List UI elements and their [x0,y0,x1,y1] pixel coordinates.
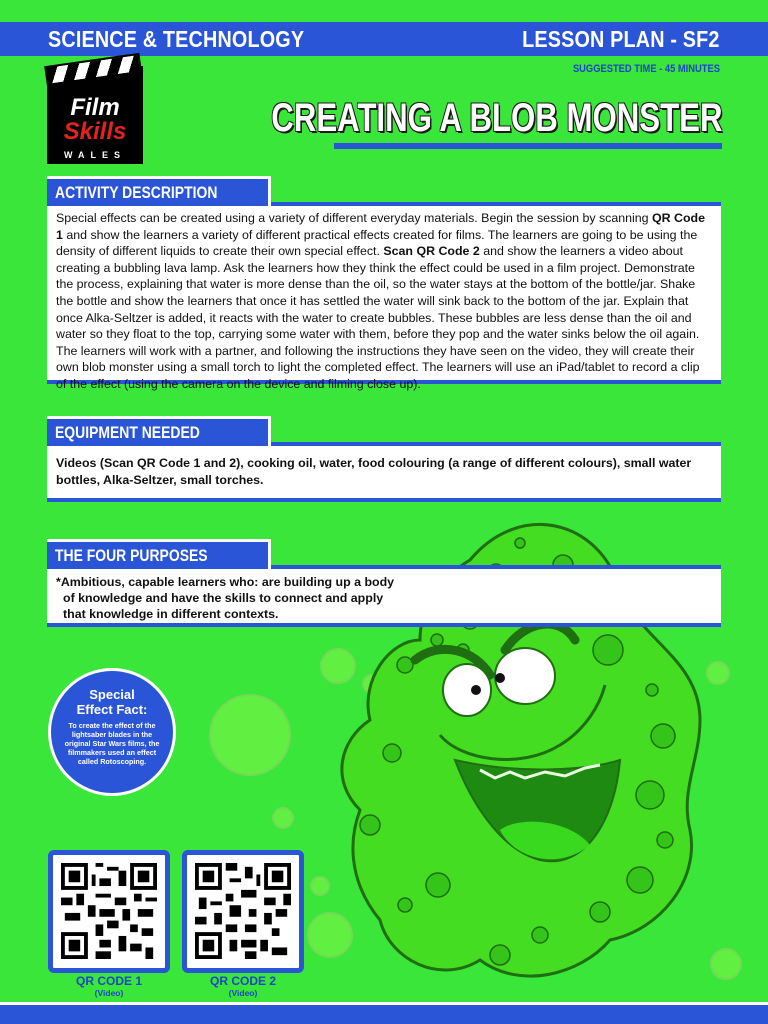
purposes-heading-text: THE FOUR PURPOSES [55,545,208,565]
equipment-box [47,446,721,502]
lesson-plan-code: LESSON PLAN - SF2 [522,25,720,52]
fact-body: To create the effect of the lightsaber blades in the original Star Wars films, the filmmakers used an effect called Rotoscoping. [64,721,160,766]
purposes-line-1: *Ambitious, capable learners who: are building up a body [56,575,395,589]
special-effect-fact-badge [48,668,176,796]
suggested-time: SUGGESTED TIME - 45 MINUTES [572,63,720,75]
activity-heading-text: ACTIVITY DESCRIPTION [55,182,218,202]
subject-title: SCIENCE & TECHNOLOGY [48,25,305,52]
four-purposes-heading [47,539,271,569]
activity-text-1: Special effects can be created using a variety of different everyday materials. Begin the session by scanning [56,211,653,225]
activity-bold-qr2: Scan QR Code 2 [383,244,480,259]
qr-code-2-label [182,975,304,998]
equipment-heading-text: EQUIPMENT NEEDED [55,422,200,442]
logo-film-text: Film [70,94,120,121]
qr-code-1[interactable] [48,850,170,973]
page-title: CREATING A BLOB MONSTER [270,96,722,140]
qr-code-2-sub: (Video) [228,988,258,998]
activity-text-3: and show the learners a video about creating a bubbling lava lamp. Ask the learners how they think the effect could be used in a film project. Demonstrate the process, explaining that water is more dense than the oil, so the water stays at the bottom of the bottle/jar. Shake the bottle and show the learners that once it has settled the water will sink back to the bottom of the jar. Explain that once Alka-Seltzer is added, it reacts with the water to create bubbles. These bubbles are less dense than the oil and water so they float to the top, carrying some water with them, before they pop and the water sinks below the oil again. The learners will work with a partner, and following the instructions they have seen on the video, they will create their own blob monster using a small torch to light the completed effect. The learners will use an iPad/tablet to record a clip of the effect (using the camera on the device and filming close up). [56,244,700,391]
activity-bold-qr1: QR Code 1 [56,211,706,242]
fact-heading-1: Special [89,687,135,702]
purposes-line-2: of knowledge and have the skills to connect and apply [63,591,384,605]
qr-code-2-icon [195,863,291,959]
qr-code-1-label [48,975,170,998]
fact-heading-2: Effect Fact: [76,702,148,717]
logo-wales-text: WALES [63,150,126,160]
qr-code-1-icon [61,863,157,959]
qr-code-1-sub: (Video) [94,988,124,998]
qr-code-2-title: QR CODE 2 [209,974,276,988]
activity-text-2: and show the learners a variety of different practical effects created for films. The learners are going to be using the density of different liquids to create their own special effect. [56,227,698,259]
equipment-needed-heading [47,416,271,446]
qr-code-1-title: QR CODE 1 [75,974,142,988]
purposes-line-3: that knowledge in different contexts. [63,607,279,621]
four-purposes-box [47,569,721,627]
footer-bar [0,1002,768,1024]
activity-description-heading [47,176,271,206]
activity-description-box [47,206,721,391]
qr-code-2[interactable] [182,850,304,973]
equipment-text: Videos (Scan QR Code 1 and 2), cooking oil, water, food colouring (a range of different colours), small water bottles, Alka-Seltzer, small torches. [56,456,692,487]
logo-skills-text: Skills [63,118,127,145]
